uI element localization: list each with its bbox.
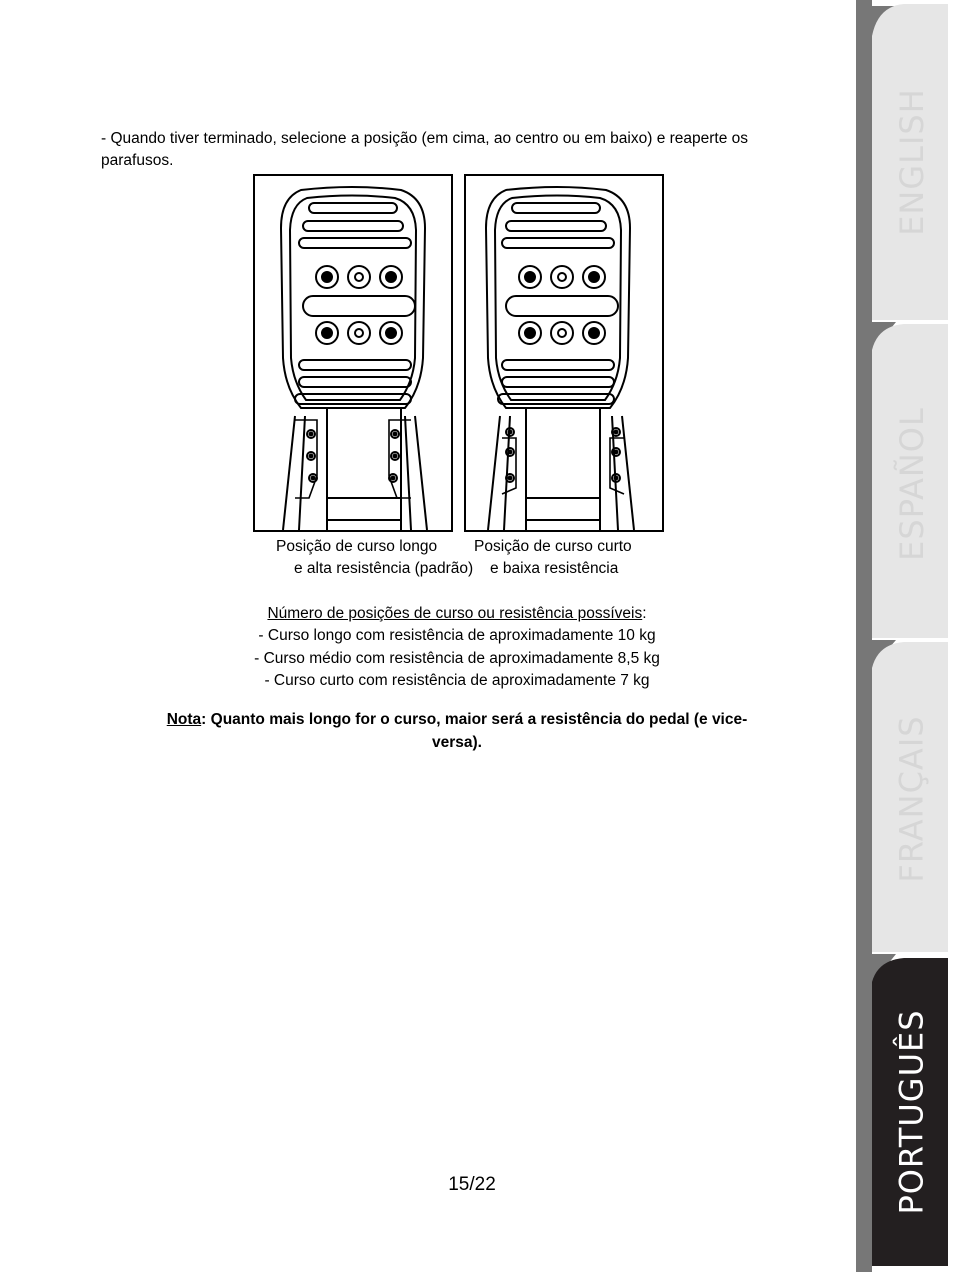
tab-english[interactable] [880, 4, 944, 320]
positions-heading-colon: : [642, 605, 647, 622]
page-number: 15/22 [448, 1174, 496, 1195]
list-item: - Curso longo com resistência de aproximadamente 10 kg [258, 627, 656, 645]
tab-portugues-label: PORTUGUÊS [893, 1009, 932, 1215]
tab-portugues[interactable] [880, 960, 944, 1264]
intro-paragraph: - Quando tiver terminado, selecione a posição (em cima, ao centro ou em baixo) e reaperte os parafusos. [101, 130, 749, 169]
caption-long-travel-line2: e alta resistência (padrão) [294, 560, 474, 577]
positions-heading-text: Número de posições de curso ou resistência possíveis [267, 605, 643, 622]
note-text: : Quanto mais longo for o curso, maior será a resistência do pedal (e vice-versa). [201, 711, 748, 751]
travel-positions-list [180, 603, 734, 692]
caption-short-travel-line2: e baixa resistência [490, 560, 619, 577]
note-label: Nota [166, 711, 202, 728]
list-item: - Curso médio com resistência de aproximadamente 8,5 kg [254, 649, 660, 667]
tab-espanol-label: ESPAÑOL [893, 407, 931, 561]
tab-francais-label: FRANÇAIS [893, 715, 931, 883]
pedal-illustration-short-travel [464, 174, 664, 532]
positions-heading [180, 603, 734, 625]
tab-espanol[interactable] [880, 330, 944, 638]
pedal-illustration-long-travel [253, 174, 453, 532]
note-paragraph [160, 709, 754, 754]
tab-francais[interactable] [880, 646, 944, 952]
tab-english-label: ENGLISH [893, 88, 931, 236]
caption-short-travel-line1: Posição de curso curto [474, 538, 632, 555]
caption-long-travel-line1: Posição de curso longo [276, 538, 438, 555]
list-item: - Curso curto com resistência de aproximadamente 7 kg [264, 671, 650, 689]
